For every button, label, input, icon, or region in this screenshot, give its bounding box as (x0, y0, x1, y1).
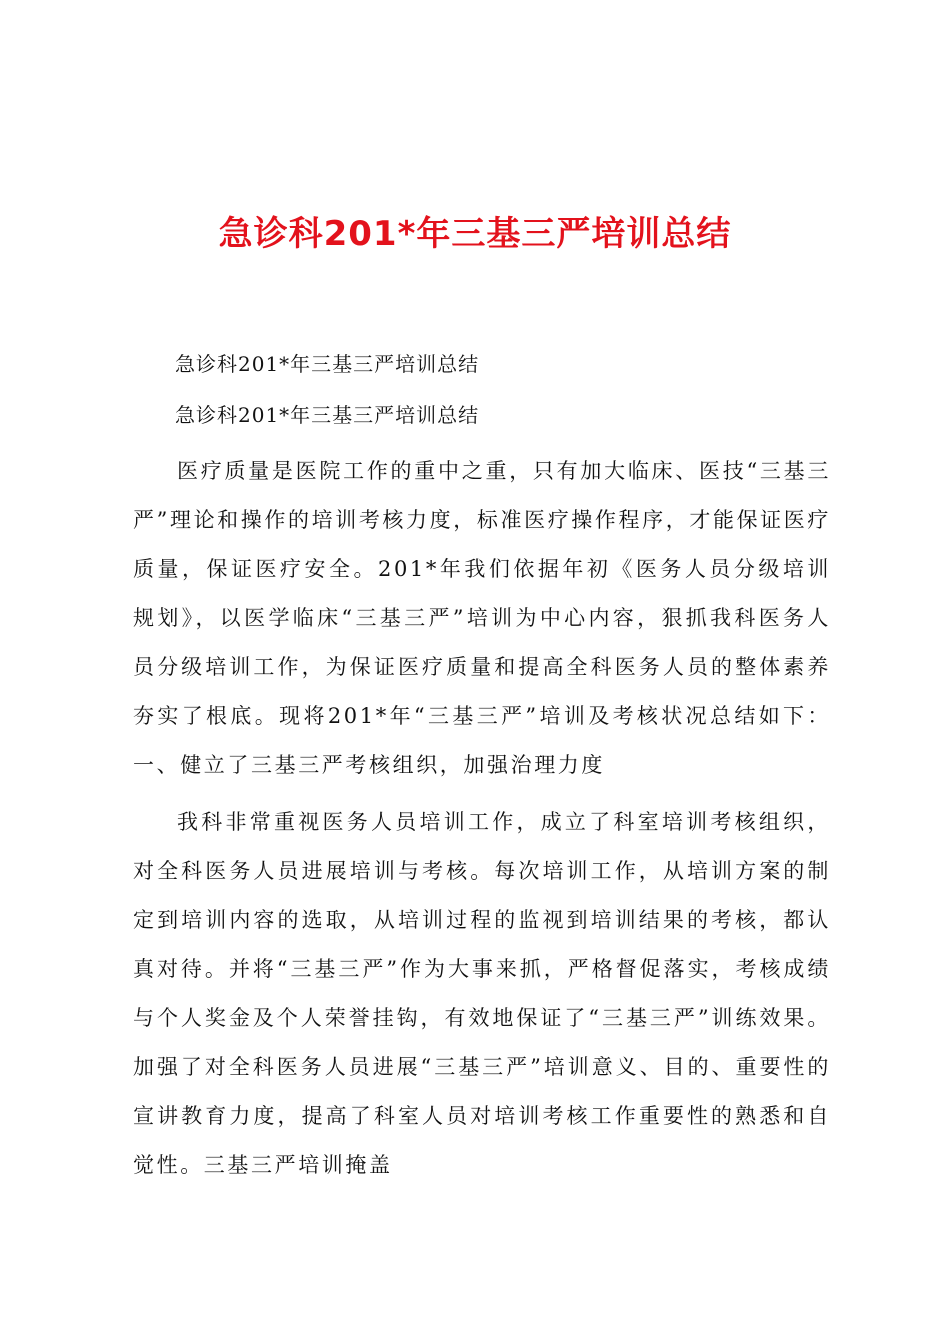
body-paragraph: 医疗质量是医院工作的重中之重，只有加大临床、医技“三基三严”理论和操作的培训考核力度，标准医疗操作程序，才能保证医疗质量，保证医疗安全。201*年我们依据年初《医务人员分级培训规划》，以医学临床“三基三严”培训为中心内容，狠抓我科医务人员分级培训工作，为保证医疗质量和提高全科医务人员的整体素养夯实了根底。现将201*年“三基三严”培训及考核状况总结如下：一、健立了三基三严考核组织，加强治理力度 (133, 459, 831, 777)
subtitle-line: 急诊科201*年三基三严培训总结 (175, 403, 480, 427)
document-title: 急诊科201*年三基三严培训总结 (218, 214, 732, 254)
document-body (133, 345, 831, 1198)
body-paragraph: 我科非常重视医务人员培训工作，成立了科室培训考核组织，对全科医务人员进展培训与考核。每次培训工作，从培训方案的制定到培训内容的选取，从培训过程的监视到培训结果的考核，都认真对待。并将“三基三严”作为大事来抓，严格督促落实，考核成绩与个人奖金及个人荣誉挂钩，有效地保证了“三基三严”训练效果。加强了对全科医务人员进展“三基三严”培训意义、目的、重要性的宣讲教育力度，提高了科室人员对培训考核工作重要性的熟悉和自觉性。三基三严培训掩盖 (133, 810, 831, 1177)
subtitle-line: 急诊科201*年三基三严培训总结 (175, 352, 480, 376)
